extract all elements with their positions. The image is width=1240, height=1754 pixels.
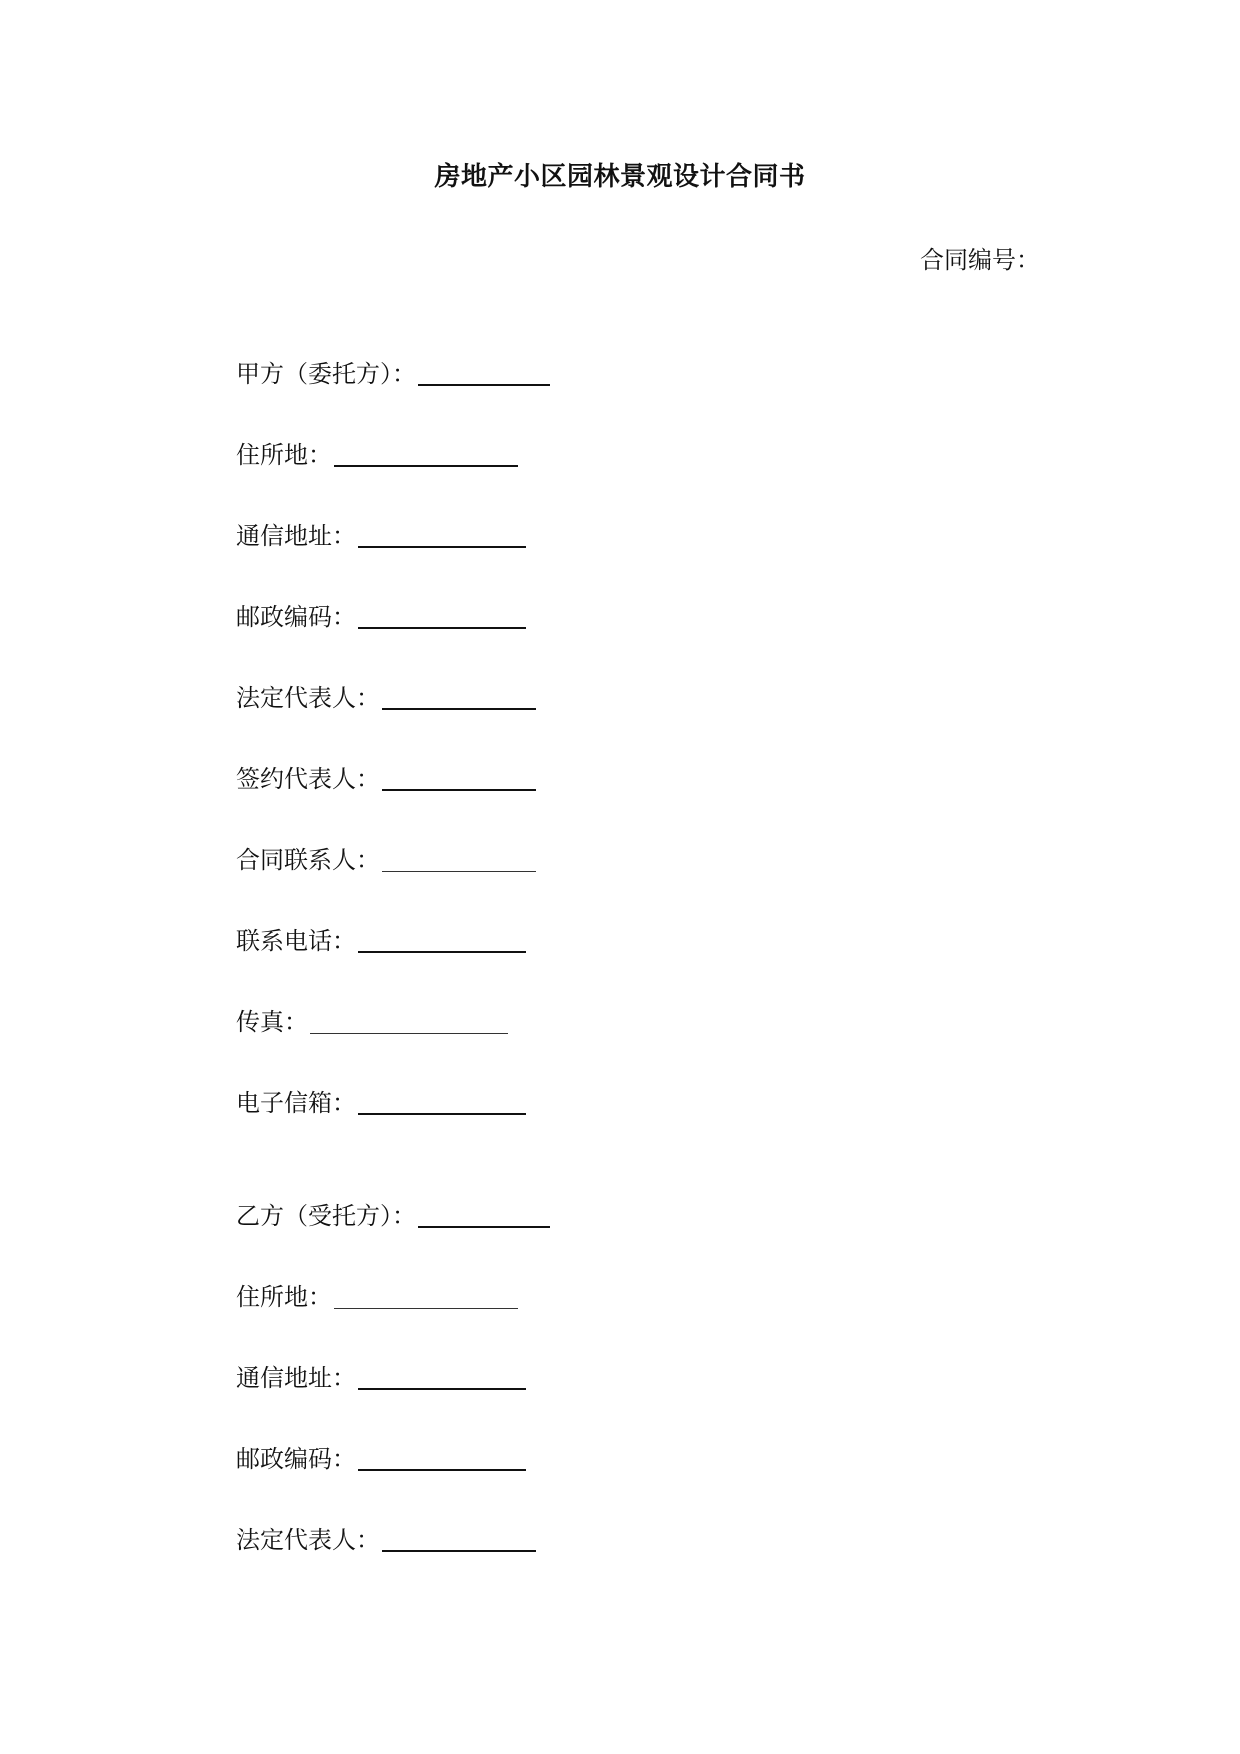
party-a-fax-label: 传真： [236,1008,308,1036]
party-a-contact-person-label: 合同联系人： [236,846,380,874]
party-b-legal-rep-label: 法定代表人： [236,1526,380,1554]
party-a-signing-rep-blank[interactable] [382,761,536,791]
party-b-name-label: 乙方（受托方）： [236,1202,416,1230]
party-a-name-blank[interactable] [418,356,550,386]
party-a-legal-rep-label: 法定代表人： [236,684,380,712]
party-a-postcode-field [236,599,526,633]
party-b-postcode-blank[interactable] [358,1441,526,1471]
party-b-legal-rep-blank[interactable] [382,1522,536,1552]
party-a-mailing-address-field [236,518,526,552]
party-b-mailing-address-blank[interactable] [358,1360,526,1390]
party-a-name-field [236,356,550,390]
party-a-postcode-label: 邮政编码： [236,603,356,631]
party-a-postcode-blank[interactable] [358,599,526,629]
party-a-signing-rep-field [236,761,536,795]
party-b-legal-rep-field [236,1522,536,1556]
party-b-name-blank[interactable] [418,1198,550,1228]
party-a-phone-blank[interactable] [358,923,526,953]
document-title: 房地产小区园林景观设计合同书 [434,162,806,192]
party-a-phone-label: 联系电话： [236,927,356,955]
party-a-legal-rep-field [236,680,536,714]
party-a-legal-rep-blank[interactable] [382,680,536,710]
party-a-contact-person-field [236,842,536,876]
party-a-fax-field [236,1004,508,1038]
party-b-domicile-blank[interactable] [334,1280,518,1309]
contract-number-label: 合同编号： [920,246,1040,274]
party-b-postcode-label: 邮政编码： [236,1445,356,1473]
party-b-postcode-field [236,1441,526,1475]
party-a-email-blank[interactable] [358,1085,526,1115]
party-a-phone-field [236,923,526,957]
party-a-signing-rep-label: 签约代表人： [236,765,380,793]
party-a-email-label: 电子信箱： [236,1089,356,1117]
party-a-domicile-blank[interactable] [334,437,518,467]
party-a-email-field [236,1085,526,1119]
party-a-domicile-label: 住所地： [236,441,332,469]
party-b-name-field [236,1198,550,1232]
party-b-mailing-address-field [236,1360,526,1394]
party-b-mailing-address-label: 通信地址： [236,1364,356,1392]
party-a-mailing-address-label: 通信地址： [236,522,356,550]
party-a-mailing-address-blank[interactable] [358,518,526,548]
party-a-fax-blank[interactable] [310,1005,508,1034]
party-a-contact-person-blank[interactable] [382,843,536,872]
party-b-domicile-field [236,1279,518,1313]
party-a-domicile-field [236,437,518,471]
party-b-domicile-label: 住所地： [236,1283,332,1311]
party-a-name-label: 甲方（委托方）： [236,360,416,388]
